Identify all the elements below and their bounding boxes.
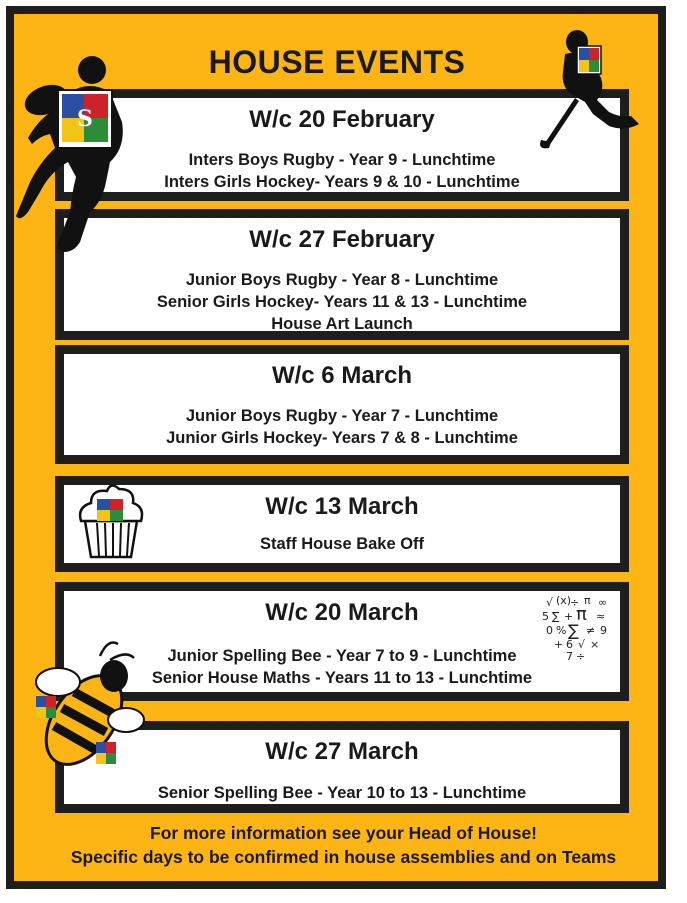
svg-text:∑: ∑ [568,621,579,640]
event-line: Junior Boys Rugby - Year 8 - Lunchtime [185,271,499,289]
footer-line-2: Specific days to be confirmed in house assemblies and on Teams [70,847,617,867]
event-card-3 [55,345,629,464]
svg-text:∞: ∞ [598,596,608,609]
cupcake-icon [77,481,145,559]
svg-text:≠: ≠ [586,624,596,637]
event-card-2 [55,209,629,340]
event-week: W/c 20 March [265,599,419,626]
bee-icon [22,636,150,776]
svg-text:+: + [564,610,574,623]
svg-text:+: + [554,638,564,651]
maths-symbols-icon [540,592,618,668]
svg-text:∑: ∑ [552,610,560,623]
event-line: Junior Spelling Bee - Year 7 to 9 - Lunchtime [167,647,517,665]
svg-text:7: 7 [566,650,573,663]
event-line: Senior Girls Hockey- Years 11 & 13 - Lunchtime [156,293,528,311]
event-week: W/c 27 March [265,738,419,765]
svg-text:%: % [556,624,567,637]
svg-text:π: π [584,594,591,607]
event-line: Inters Boys Rugby - Year 9 - Lunchtime [188,151,496,169]
rugby-player-icon [10,52,140,257]
svg-text:√: √ [546,596,554,609]
svg-text:0: 0 [546,624,553,637]
hockey-player-icon [535,28,650,153]
svg-text:5: 5 [542,610,549,623]
svg-text:×: × [590,638,600,651]
event-week: W/c 13 March [265,493,419,520]
event-week: W/c 6 March [271,362,413,389]
svg-text:≈: ≈ [596,610,606,623]
event-week: W/c 27 February [249,226,435,253]
svg-text:6: 6 [566,638,573,651]
svg-text:9: 9 [600,624,607,637]
event-line: House Art Launch [271,315,413,333]
svg-text:÷: ÷ [570,596,580,609]
footer-line-1: For more information see your Head of House! [150,823,537,843]
svg-text:(x): (x) [556,594,572,607]
event-line: Senior House Maths - Years 11 to 13 - Lunchtime [151,669,533,687]
event-line: Staff House Bake Off [259,535,425,553]
page-title: HOUSE EVENTS [208,44,466,80]
event-line: Junior Girls Hockey- Years 7 & 8 - Lunchtime [166,429,518,447]
event-week: W/c 20 February [249,106,435,133]
svg-text:÷: ÷ [576,650,586,663]
event-line: Senior Spelling Bee - Year 10 to 13 - Lunchtime [157,784,527,802]
event-line: Junior Boys Rugby - Year 7 - Lunchtime [185,407,499,425]
svg-text:π: π [576,604,587,625]
event-line: Inters Girls Hockey- Years 9 & 10 - Lunchtime [164,173,520,191]
svg-text:S: S [77,106,93,132]
svg-text:√: √ [578,638,586,651]
